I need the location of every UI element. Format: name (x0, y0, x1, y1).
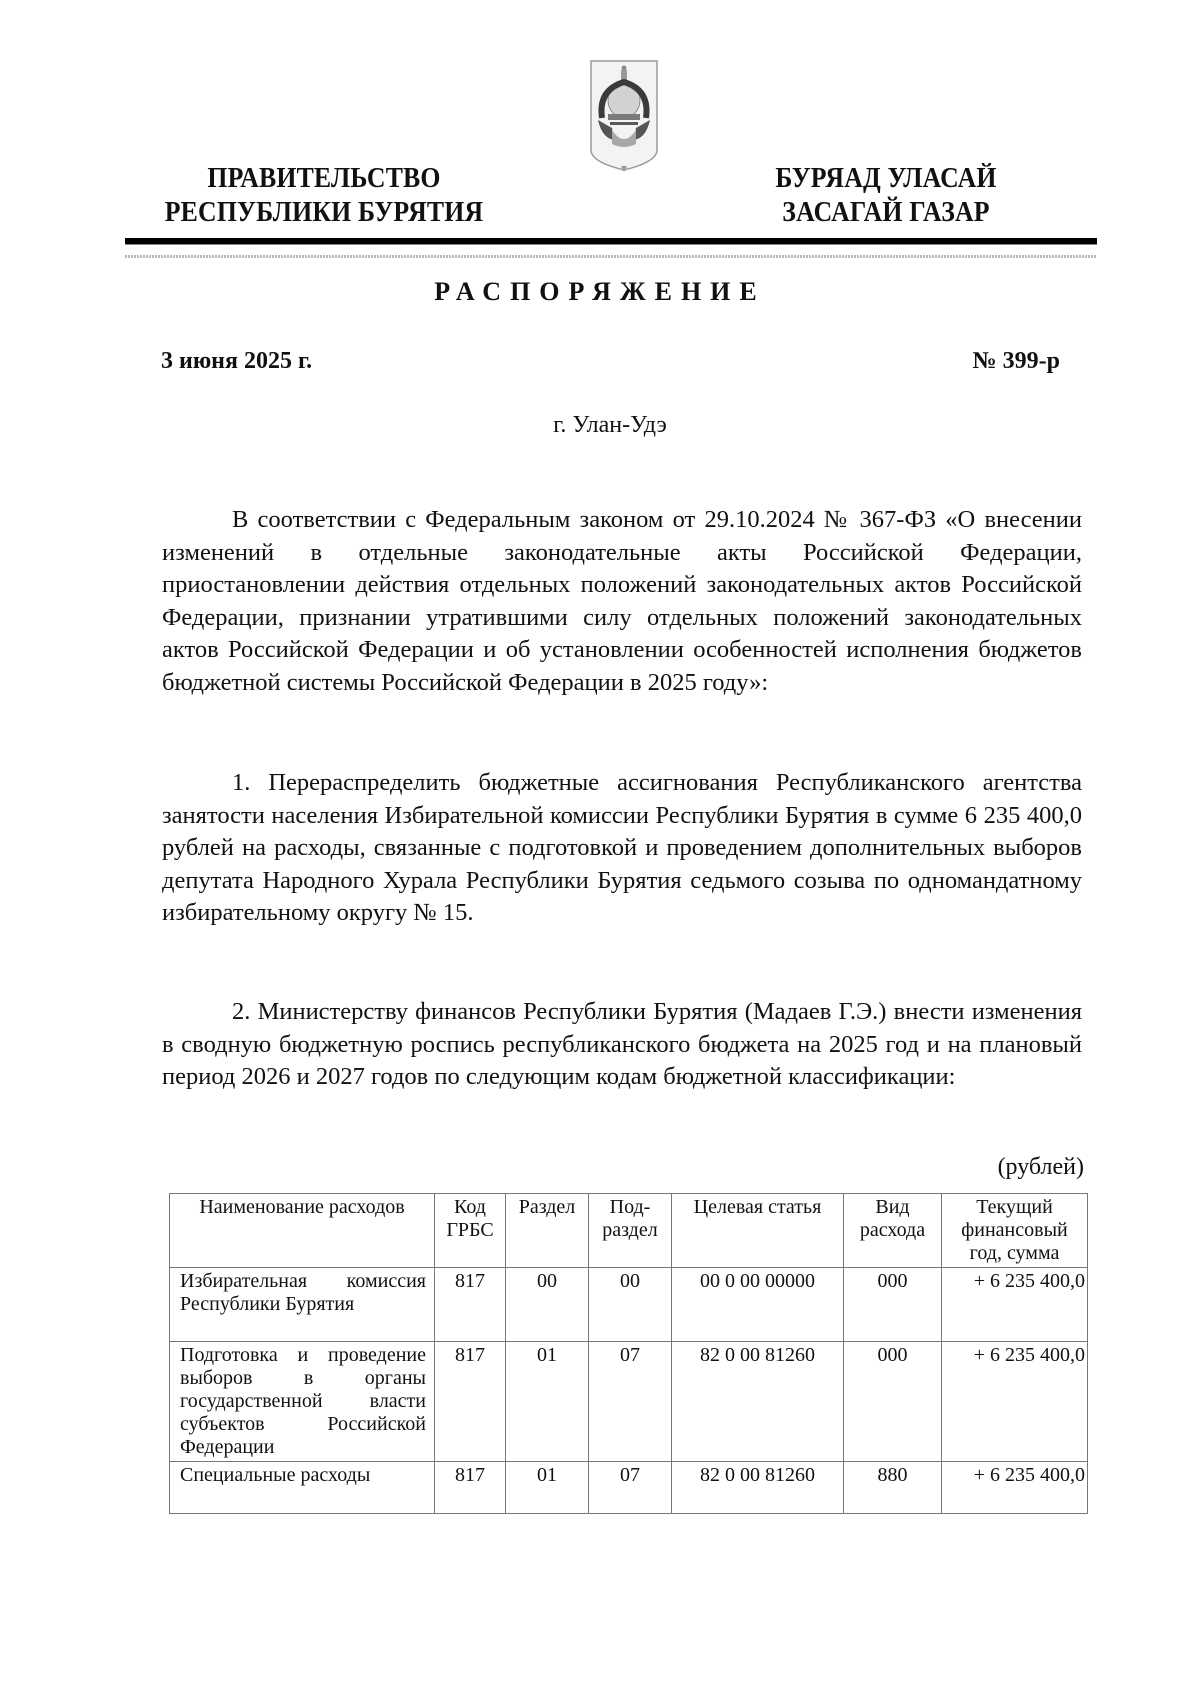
cell-target-article: 82 0 00 81260 (672, 1462, 844, 1514)
currency-unit-note: (рублей) (997, 1154, 1084, 1180)
cell-target-article: 00 0 00 00000 (672, 1268, 844, 1342)
cell-name: Избирательная комиссия Республики Бурятия (170, 1268, 435, 1342)
column-header-name: Наименование расходов (170, 1194, 435, 1268)
cell-grbs: 817 (435, 1462, 506, 1514)
cell-subsection: 00 (589, 1268, 672, 1342)
document-date: 3 июня 2025 г. (161, 348, 313, 374)
document-number: № 399-р (972, 348, 1060, 374)
column-header-subsection: Под-раздел (589, 1194, 672, 1268)
document-type-title: РАСПОРЯЖЕНИЕ (434, 277, 766, 306)
column-header-amount: Текущий финансовый год, сумма (942, 1194, 1088, 1268)
cell-expense-type: 000 (844, 1342, 942, 1462)
cell-section: 00 (506, 1268, 589, 1342)
column-header-grbs: Код ГРБС (435, 1194, 506, 1268)
budget-classification-table (169, 1193, 1088, 1514)
preamble-paragraph: В соответствии с Федеральным законом от 29.10.2024 № 367-ФЗ «О внесении изменений в отдельные законодательные акты Российской Федерации, приостановлении действия отдельных положений законодательных актов Российской Федерации, признании утратившими силу отдельных положений законодательных актов Российской Федерации и об установлении особенностей исполнения бюджетов бюджетной системы Российской Федерации в 2025 году»: (162, 506, 1082, 696)
item-1-paragraph: 1. Перераспределить бюджетные ассигнования Республиканского агентства занятости населения Избирательной комиссии Республики Бурятия в сумме 6 235 400,0 рублей на расходы, связанные с подготовкой и проведением дополнительных выборов депутата Народного Хурала Республики Бурятия седьмого созыва по одномандатному избирательному округу № 15. (162, 769, 1082, 926)
document-city: г. Улан-Удэ (553, 412, 667, 438)
cell-amount: + 6 235 400,0 (942, 1342, 1088, 1462)
cell-name: Специальные расходы (170, 1462, 435, 1514)
cell-expense-type: 880 (844, 1462, 942, 1514)
letterhead-rule (125, 238, 1097, 245)
letterhead-dotted-rule (125, 255, 1097, 258)
org-name-bua-line-1: БУРЯАД УЛАСАЙ (775, 163, 997, 194)
cell-expense-type: 000 (844, 1268, 942, 1342)
cell-section: 01 (506, 1342, 589, 1462)
column-header-target-article: Целевая статья (672, 1194, 844, 1268)
column-header-expense-type: Вид расхода (844, 1194, 942, 1268)
cell-amount: + 6 235 400,0 (942, 1268, 1088, 1342)
cell-amount: + 6 235 400,0 (942, 1462, 1088, 1514)
cell-subsection: 07 (589, 1462, 672, 1514)
org-name-ru-line-2: РЕСПУБЛИКИ БУРЯТИЯ (164, 197, 484, 228)
table-row (170, 1268, 1088, 1342)
column-header-section: Раздел (506, 1194, 589, 1268)
table-row (170, 1342, 1088, 1462)
org-name-russian (140, 162, 508, 230)
table-row (170, 1462, 1088, 1514)
org-name-bua-line-2: ЗАСАГАЙ ГАЗАР (782, 197, 990, 228)
item-2-paragraph: 2. Министерству финансов Республики Бурятия (Мадаев Г.Э.) внести изменения в сводную бюджетную роспись республиканского бюджета на 2025 год и на плановый период 2026 и 2027 годов по следующим кодам бюджетной классификации: (162, 998, 1082, 1090)
org-name-buryat (748, 162, 1024, 230)
cell-name: Подготовка и проведение выборов в органы государственной власти субъектов Российской Федерации (170, 1342, 435, 1462)
cell-subsection: 07 (589, 1342, 672, 1462)
cell-target-article: 82 0 00 81260 (672, 1342, 844, 1462)
cell-section: 01 (506, 1462, 589, 1514)
table-header-row (170, 1194, 1088, 1268)
coat-of-arms-icon (588, 58, 660, 174)
org-name-ru-line-1: ПРАВИТЕЛЬСТВО (207, 163, 441, 194)
cell-grbs: 817 (435, 1342, 506, 1462)
cell-grbs: 817 (435, 1268, 506, 1342)
